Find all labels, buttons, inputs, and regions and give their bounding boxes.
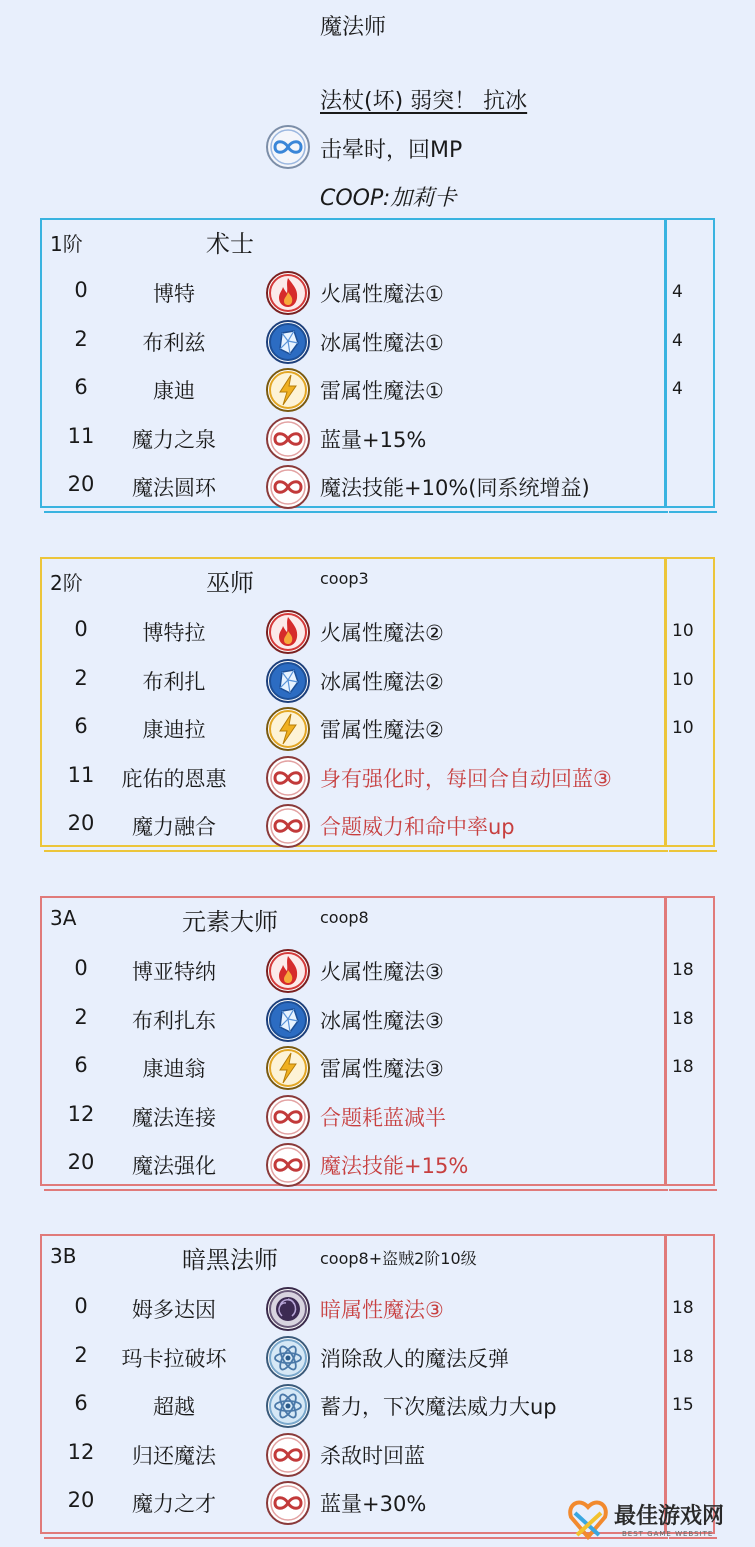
skill-count: 18 (672, 1346, 694, 1367)
skill-effect: 消除敌人的魔法反弹 (320, 1346, 509, 1371)
skill-row (40, 268, 716, 316)
skill-level: 20 (67, 1488, 95, 1512)
skill-name: 姆多达因 (132, 1298, 216, 1322)
tier-label: 3B (50, 1244, 77, 1268)
skill-count: 15 (672, 1395, 694, 1415)
skill-effect: 暗属性魔法③ (320, 1298, 444, 1322)
skill-name: 庇佑的恩惠 (121, 766, 227, 791)
infinity-icon (264, 1094, 312, 1144)
skill-name: 魔力之泉 (132, 427, 216, 452)
skill-row (40, 317, 716, 365)
skill-level: 0 (74, 956, 88, 980)
skill-row (40, 995, 716, 1043)
thunder-icon (264, 1045, 312, 1095)
coop-requirement: coop8 (320, 908, 369, 927)
skill-row (40, 1043, 716, 1091)
skill-effect: 蓝量+15% (320, 427, 427, 452)
skill-effect: 身有强化时，每回合自动回蓝③ (320, 766, 612, 791)
thunder-icon (264, 706, 312, 756)
skill-level: 20 (67, 1150, 95, 1174)
infinity-icon (264, 416, 312, 466)
dark-icon (264, 1286, 312, 1336)
skill-effect: 杀敌时回蓝 (320, 1443, 425, 1468)
skill-name: 布利扎 (142, 669, 206, 694)
skill-level: 11 (67, 762, 95, 787)
infinity-icon (264, 803, 312, 853)
skill-row (40, 414, 716, 462)
watermark-subtext: BEST GAME WEBSITE (622, 1530, 714, 1538)
skill-effect: 火属性魔法② (320, 621, 444, 645)
coop-requirement: coop3 (320, 569, 369, 588)
skill-effect: 雷属性魔法② (320, 718, 444, 742)
skill-effect: 冰属性魔法② (320, 669, 444, 694)
infinity-icon (264, 755, 312, 805)
skill-name: 魔法圆环 (132, 476, 216, 500)
skill-level: 6 (74, 375, 88, 399)
skill-row (40, 1430, 716, 1478)
infinity-icon (264, 464, 312, 514)
skill-level: 0 (74, 617, 88, 641)
skill-row (40, 462, 716, 510)
skill-level: 6 (74, 714, 88, 738)
skill-row (40, 1140, 716, 1188)
skill-name: 魔力融合 (132, 815, 216, 839)
skill-level: 12 (67, 1101, 95, 1126)
skill-row (40, 704, 716, 752)
skill-count: 4 (672, 282, 683, 302)
skill-effect: 合题耗蓝减半 (320, 1105, 446, 1130)
skill-row (40, 607, 716, 655)
skill-level: 0 (74, 1294, 88, 1318)
ice-icon (264, 658, 312, 708)
skill-row (40, 1333, 716, 1381)
skill-name: 博特拉 (142, 621, 206, 645)
skill-name: 博亚特纳 (132, 960, 216, 984)
skill-count: 18 (672, 1057, 694, 1077)
skill-effect: 火属性魔法① (320, 282, 444, 306)
skill-effect: 冰属性魔法① (320, 330, 444, 355)
skill-count: 18 (672, 960, 694, 980)
atom-icon (264, 1383, 312, 1433)
skill-effect: 魔法技能+10%(同系统增益) (320, 476, 590, 500)
page-title: 魔法师 (320, 15, 387, 40)
watermark-text: 最佳游戏网 (614, 1504, 725, 1529)
skill-effect: 合题威力和命中率up (320, 815, 515, 839)
skill-name: 博特 (153, 282, 195, 306)
class-name: 元素大师 (182, 908, 278, 936)
weapon-info: 法杖(坏) 弱突！ 抗冰 (320, 89, 528, 114)
atom-icon (264, 1335, 312, 1385)
tier-section (40, 1234, 716, 1534)
class-name: 暗黑法师 (182, 1246, 278, 1274)
skill-level: 6 (74, 1053, 88, 1077)
thunder-icon (264, 367, 312, 417)
skill-effect: 魔法技能+15% (320, 1154, 469, 1178)
skill-level: 6 (74, 1391, 88, 1415)
skill-name: 布利兹 (142, 330, 206, 355)
skill-count: 18 (672, 1298, 694, 1318)
class-name: 术士 (206, 230, 254, 258)
infinity-icon (264, 124, 312, 174)
skill-name: 归还魔法 (132, 1443, 216, 1468)
skill-name: 魔力之才 (132, 1492, 216, 1516)
tier-label: 1阶 (50, 232, 83, 256)
skill-level: 12 (67, 1439, 95, 1464)
tier-section (40, 557, 716, 847)
skill-name: 康迪拉 (142, 718, 206, 742)
skill-level: 2 (74, 326, 88, 351)
skill-name: 魔法强化 (132, 1154, 216, 1178)
skill-row (40, 801, 716, 849)
watermark-logo-icon (565, 1499, 611, 1547)
skill-name: 布利扎东 (132, 1008, 216, 1033)
skill-count: 18 (672, 1008, 694, 1029)
tier-label: 3A (50, 906, 77, 930)
skill-effect: 蓄力，下次魔法威力大up (320, 1395, 557, 1419)
skill-level: 2 (74, 1342, 88, 1367)
skill-count: 10 (672, 718, 694, 738)
skill-row (40, 753, 716, 801)
skill-level: 2 (74, 1004, 88, 1029)
skill-level: 2 (74, 665, 88, 690)
fire-icon (264, 948, 312, 998)
skill-count: 10 (672, 669, 694, 690)
tier-section (40, 896, 716, 1186)
skill-level: 0 (74, 278, 88, 302)
tier-section (40, 218, 716, 508)
skill-row (40, 946, 716, 994)
skill-row (40, 1092, 716, 1140)
infinity-icon (264, 1142, 312, 1192)
skill-effect: 蓝量+30% (320, 1492, 427, 1516)
skill-name: 魔法连接 (132, 1105, 216, 1130)
skill-count: 10 (672, 621, 694, 641)
ice-icon (264, 997, 312, 1047)
skill-row (40, 1381, 716, 1429)
skill-effect: 雷属性魔法③ (320, 1057, 444, 1081)
infinity-icon (264, 1480, 312, 1530)
fire-icon (264, 609, 312, 659)
skill-name: 超越 (153, 1395, 195, 1419)
skill-row (40, 365, 716, 413)
skill-level: 20 (67, 811, 95, 835)
skill-effect: 火属性魔法③ (320, 960, 444, 984)
coop-partner: COOP:加莉卡 (320, 186, 457, 211)
class-name: 巫师 (206, 569, 254, 597)
skill-level: 20 (67, 472, 95, 496)
skill-level: 11 (67, 423, 95, 448)
skill-name: 康迪 (153, 379, 195, 403)
infinity-icon (264, 1432, 312, 1482)
skill-row (40, 656, 716, 704)
tier-label: 2阶 (50, 571, 83, 595)
coop-requirement: coop8+盗贼2阶10级 (320, 1249, 477, 1268)
skill-count: 4 (672, 379, 683, 399)
fire-icon (264, 270, 312, 320)
ice-icon (264, 319, 312, 369)
skill-effect: 雷属性魔法① (320, 379, 444, 403)
skill-name: 玛卡拉破坏 (121, 1346, 227, 1371)
skill-count: 4 (672, 330, 683, 351)
skill-name: 康迪翁 (142, 1057, 206, 1081)
skill-effect: 冰属性魔法③ (320, 1008, 444, 1033)
skill-row (40, 1284, 716, 1332)
class-trait: 击晕时，回MP (320, 138, 463, 163)
